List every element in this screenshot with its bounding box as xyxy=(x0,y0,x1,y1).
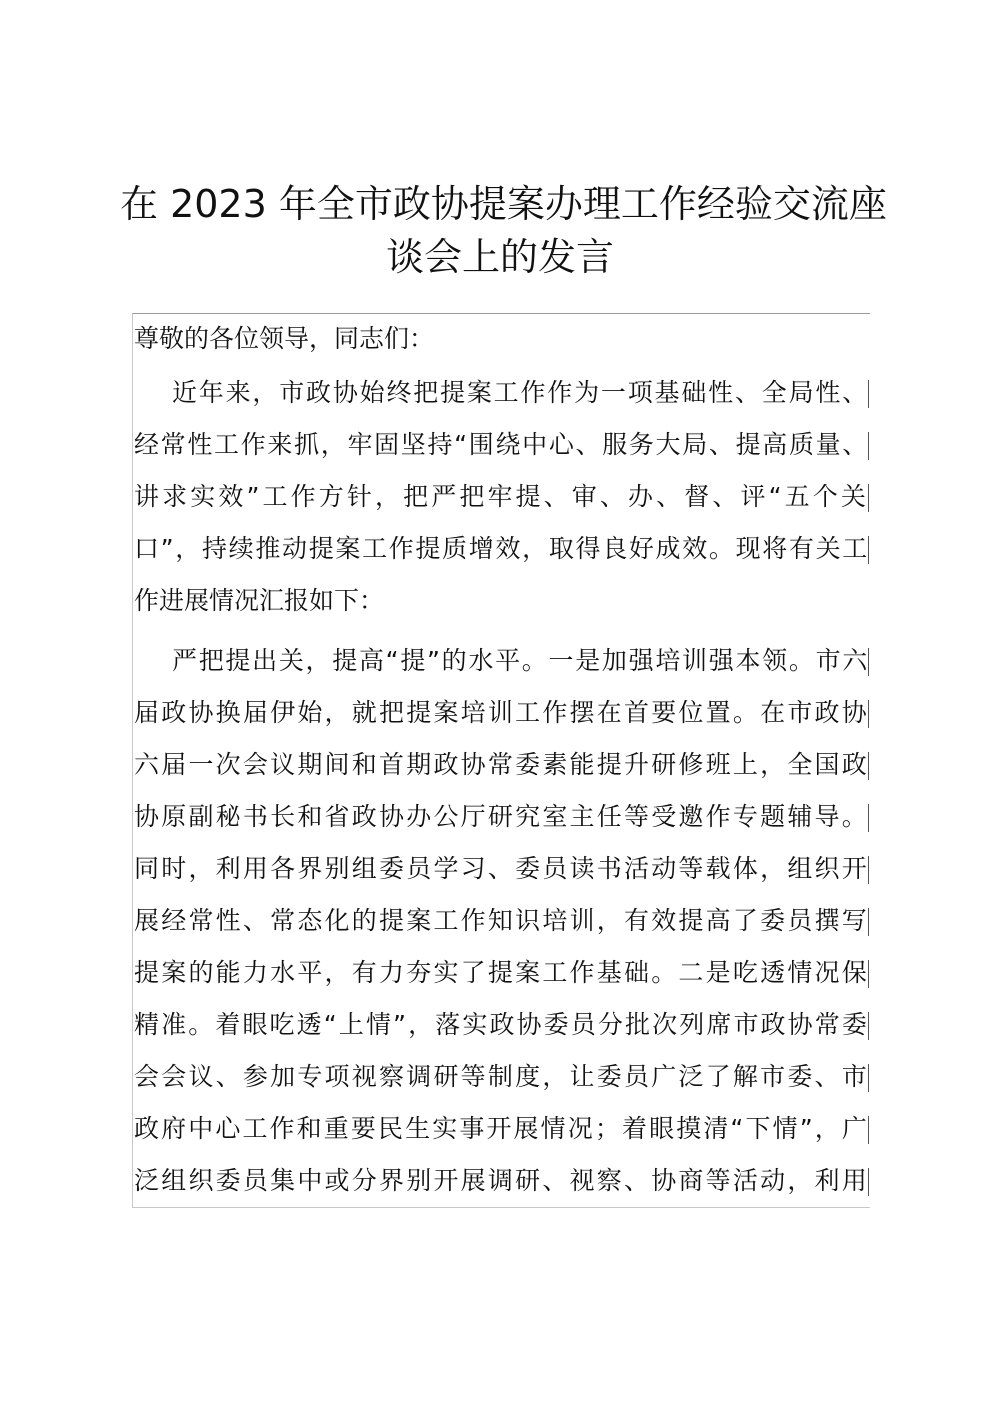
paragraph-2-line: 协原副秘书长和省政协办公厅研究室主任等受邀作专题辅导。 xyxy=(134,802,869,831)
paragraph-2-line: 六届一次会议期间和首期政协常委素能提升研修班上，全国政 xyxy=(134,750,869,779)
salutation: 尊敬的各位领导，同志们： xyxy=(134,324,435,353)
paragraph-2-line: 严把提出关，提高“提”的水平。一是加强培训强本领。市六 xyxy=(172,646,869,675)
paragraph-2-line: 提案的能力水平，有力夯实了提案工作基础。二是吃透情况保 xyxy=(134,958,869,987)
paragraph-2-line: 政府中心工作和重要民生实事开展情况；着眼摸清“下情”，广 xyxy=(134,1114,869,1143)
paragraph-2-line: 会会议、参加专项视察调研等制度，让委员广泛了解市委、市 xyxy=(134,1062,869,1091)
paragraph-1-line: 近年来，市政协始终把提案工作作为一项基础性、全局性、 xyxy=(172,378,869,407)
paragraph-2-line: 展经常性、常态化的提案工作知识培训，有效提高了委员撰写 xyxy=(134,906,869,935)
document-title-line-1: 在 2023 年全市政协提案办理工作经验交流座 xyxy=(120,182,887,226)
paragraph-2-line: 同时，利用各界别组委员学习、委员读书活动等载体，组织开 xyxy=(134,854,869,883)
document-title-line-2: 谈会上的发言 xyxy=(385,235,614,279)
paragraph-1-line: 作进展情况汇报如下： xyxy=(134,586,385,615)
paragraph-2-line: 届政协换届伊始，就把提案培训工作摆在首要位置。在市政协 xyxy=(134,698,869,727)
paragraph-1-line: 口”，持续推动提案工作提质增效，取得良好成效。现将有关工 xyxy=(134,534,869,563)
paragraph-2-line: 精准。着眼吃透“上情”，落实政协委员分批次列席市政协常委 xyxy=(134,1010,869,1039)
paragraph-1-line: 经常性工作来抓，牢固坚持“围绕中心、服务大局、提高质量、 xyxy=(134,430,869,459)
paragraph-1-line: 讲求实效”工作方针，把严把牢提、审、办、督、评“五个关 xyxy=(134,482,869,511)
paragraph-2-line: 泛组织委员集中或分界别开展调研、视察、协商等活动，利用 xyxy=(134,1166,869,1195)
